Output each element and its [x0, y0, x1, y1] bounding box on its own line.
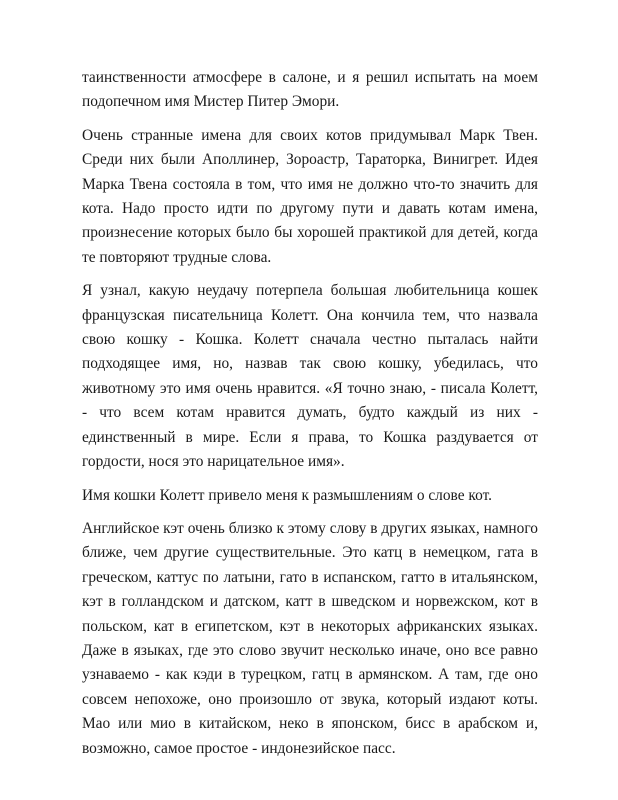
document-page [82, 66, 538, 761]
paragraph-2: Очень странные имена для своих котов придумывал Марк Твен. Среди них были Аполлинер, Зороастр, Тараторка, Винигрет. Идея Марка Твена состояла в том, что имя не должно что-то значить для кота. Надо просто идти по другому пути и давать котам имена, произнесение которых было бы хорошей практикой для детей, когда те повторяют трудные слова. [82, 126, 538, 266]
paragraph-5: Английское кэт очень близко к этому слову в других языках, намного ближе, чем другие существительные. Это катц в немецком, гата в греческом, каттус по латыни, гато в испанском, гатто в итальянском, кэт в голландском и датском, катт в шведском и норвежском, кот в польском, кат в египетском, кэт в некоторых африканских языках. Даже в языках, где это слово звучит несколько иначе, оно все равно узнаваемо - как кэди в турецком, гатц в армянском. А там, где оно совсем непохоже, оно произошло от звука, который издают коты. Мао или мио в китайском, неко в японском, бисс в арабском и, возможно, самое простое - индонезийское пасс. [82, 519, 538, 757]
paragraph-1: таинственности атмосфере в салоне, и я решил испытать на моем подопечном имя Мистер Питер Эмори. [82, 69, 538, 111]
paragraph-4: Имя кошки Колетт привело меня к размышлениям о слове кот. [82, 486, 493, 504]
paragraph-3: Я узнал, какую неудачу потерпела большая любительница кошек французская писательница Колетт. Она кончила тем, что назвала свою кошку - Кошка. Колетт сначала честно пыталась найти подходящее имя, но, назвав так свою кошку, убедилась, что животному это имя очень нравится. «Я точно знаю, - писала Колетт, - что всем котам нравится думать, будто каждый из них - единственный в мире. Если я права, то Кошка раздувается от гордости, нося это нарицательное имя». [82, 282, 538, 471]
